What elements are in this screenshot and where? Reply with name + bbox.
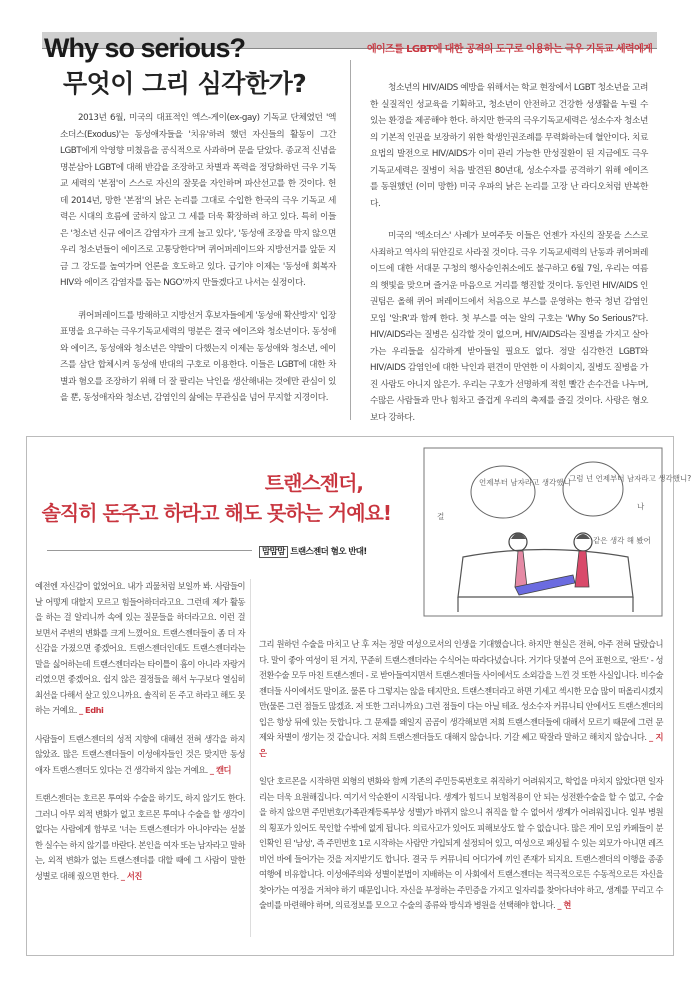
testimonial: 그리 원하던 수술을 마치고 난 후 저는 정말 여성으로서의 인생을 기대했습니다. 하지만 현실은 전혀, 아주 전혀 달랐습니다. 말이 좋아 여성이 된 거지, 꾸준히 트랜스젠더라는 수식어는 따라다녔습니다. 거기다 덧붙여 은어 표현으로, '완트' - 성전환수술 모두 마친 트랜스젠더 - 로 받아들여지면서 트랜스젠더들 사이에서도 소외감을 느낀 것 또한 사실입니다. 비수술 젠더들 사이에서도 말이죠. 물론 다 그렇지는 않을 테지만요. 트랜스젠더라고 하면 기세고 섹시한 모습 많이 떠올리시겠지만(물론 그런 점들도 많겠죠. 저 또한 그러니까요) 그런 점들이 다는 아닐 테죠. 성소수자 커뮤니티 안에서도 트랜스젠더의 입은 항상 뒤에 있는 듯합니다. 그 문제를 왜일지 곰곰이 생각해보면 저희 트랜스젠더들에 대해서 모르기 때문에 그런 문제와 차별이 생기는 것 같습니다. 저희 트랜스젠더들도 대해지 않습니다. 기갈 쎄고 딱잘라 말하고 해치지 않습니다. _ 지은: [259, 639, 663, 758]
testimonial: 트랜스젠더는 호르몬 투여와 수술을 하기도, 하지 않기도 한다. 그러니 아무 외적 변화가 없고 호르몬 투여나 수술을 할 생각이 없다는 사람에게 함부로 '너는 트랜스젠더가 아니야'라는 섣불한 실수는 하지 않기를 바란다. 본인을 여자 또는 남자라고 말하는, 외적 변화가 없는 트랜스젠더를 대할 때에 그 사람이 말한 성별로 대해 줬으면 한다. _ 서진: [35, 793, 245, 881]
article-paragraph: 퀴어퍼레이드를 방해하고 지방선거 후보자들에게 '동성애 확산방지' 입장표명을 요구하는 극우기독교세력의 명분은 결국 에이즈와 청소년이다. 동성애와 에이즈, 동성애와 청소년은 약발이 다했는지 이제는 동성애와 청소년, 에이즈를 삼단 합체시켜 동성애 반대의 구호로 이용한다. 이들은 LGBT에 대한 차별과 혐오를 조장하기 위해 더 잘 팔리는 낙인을 생산해내는 것에만 관심이 있을 뿐, 동성애자와 청소년, 감염인의 삶에는 무관심을 넘어 무지할 지경이다.: [60, 310, 336, 403]
sketch-caption: 걸: [437, 512, 445, 521]
couch-sketch: [423, 447, 692, 617]
sketch-caption: 언제부터 남자라고 생각했니: [479, 478, 571, 487]
article-paragraph: 2013년 6월, 미국의 대표적인 엑스-게이(ex-gay) 기독교 단체였던 '엑소더스(Exodus)'는 동성애자들을 '치유'하려 했던 자신들의 활동이 그간 LGBT에게 악영향 미쳤음을 공식적으로 사과하며 문을 닫았다. 종교적 신념을 명분삼아 LGBT에 대해 반감을 조장하고 차별과 폭력을 정당화하던 극우 기독교 세력의 '본점'이 스스로 자신의 잘못을 자인하며 파산선고를 한 것이다. 헌데 2014년, 망한 '본점'의 낡은 논리를 그대로 수입한 한국의 극우 기독교 세력은 시대의 흐름에 굴하지 않고 그 세를 더욱 확장하려 하고 있다. 특히 이들은 '청소년 신규 에이즈 감염자가 크게 늘고 있다', '동성애 조장을 막지 않으면 우리 청소년들이 에이즈로 고통당한다'며 퀴어퍼레이드와 지방선거를 앞둔 지금 그 강도를 높여가며 언론을 호도하고 있다. 급기야 이제는 '동성애 회복자 HIV와 에이즈 감염자를 돕는 NGO'까지 만들겠다고 나서는 실정이다.: [60, 113, 336, 288]
article-left-column: [60, 110, 336, 423]
testimonial-signature: _ 서진: [120, 870, 142, 881]
column-divider: [350, 60, 351, 420]
testimonial: 예전엔 자신감이 없었어요. 내가 괴물처럼 보일까 봐. 사람들이 날 어떻게 대할지 모르고 힘들어하더라고요. 그런데 제가 활동을 하는 걸 알리니까 속에 있는 질문들을 하더라고요. 이런 걸 보면서 주변의 변화를 크게 느꼈어요. 트랜스젠더들이 좀 더 자신감을 가졌으면 좋겠어요. 트랜스젠더인데도 트랜스젠더라는 말을 싫어하는데 트랜스젠더라는 타이틀이 흠이 아니라 자랑거리였으면 좋겠어요. 쉽지 않은 결정들을 해서 누구보다 열심히 최선을 다해서 살고 있으니까요. 솔직히 돈 주고 하라고 해도 못하는 거예요. _ Edhi: [35, 581, 245, 715]
sketch-illustration: [423, 447, 692, 617]
sketch-caption: 그럼 넌 언제부터 남자라고 생각했니?: [569, 474, 692, 483]
feature-title-line2: 솔직히 돈주고 하라고 해도 못하는 거예요!: [41, 501, 391, 525]
brand-title: Why so serious?: [44, 33, 246, 63]
testimonials-left: [35, 579, 245, 897]
feature-title-line1: 트랜스젠더,: [264, 471, 363, 495]
ribbon-rule: [47, 550, 252, 551]
testimonial: 일단 호르몬을 시작하면 외형의 변화와 함께 기존의 주민등록번호로 취직하기 어려워지고, 학업을 마치지 않았다면 일자리는 더욱 요원해집니다. 여기서 악순환이 시작됩니다. 생계가 힘드니 보험적용이 안 되는 성전환수술을 할 수 없고, 수술을 하지 않으면 주민번호(가족관계등록부상 성별)가 바뀌지 않으니 취직을 할 수 없어서 생계가 어려워집니다. 일부 병원의 횡포가 있어도 묵인할 수밖에 없게 됩니다. 의료사고가 있어도 피해보상도 할 수 없습니다. 많은 게이 모임 카페들이 분인확인 된 '남성', 즉 주민번호 1로 시작하는 사람만 가입되게 설정되어 있고, 여성으로 패싱될 수 있는 외모가 아니면 레즈비언 바에 들어가는 것을 저지받기도 합니다. 결국 두 커뮤니티 어디가에 끼인 존재가 되지요. 트랜스젠더의 이행을 종종 여행에 비유합니다. 이성애주의와 성별이분법이 지배하는 이 사회에서 트랜스젠더는 적극적으로든 수동적으로든 자신을 찾아가는 여정을 거쳐야 하기 때문입니다. 자신을 부정하는 주민증을 가지고 일자리를 찾아다녀야 하고, 생계를 꾸리고 수술비를 마련해야 하며, 의료정보를 모으고 수술의 종류와 방식과 병원을 선택해야 합니다. _ 현: [259, 776, 663, 910]
testimonial-signature: _ 캔디: [209, 764, 231, 775]
trans-feature-box: [26, 436, 692, 956]
header-subtitle: 에이즈를 LGBT에 대한 공격의 도구로 이용하는 극우 기독교 세력에게: [367, 44, 653, 55]
testimonial-signature: _ 현: [557, 900, 571, 910]
feature-ribbon: [259, 545, 367, 557]
article-paragraph: 미국의 '엑소더스' 사례가 보여주듯 이들은 언젠가 자신의 잘못을 스스로 사죄하고 역사의 뒤안길로 사라질 것이다. 극우 기독교세력의 난동과 퀴어퍼레이드에 대한 서대문 구청의 행사승인취소에도 불구하고 6월 7일, 우리는 여름의 햇빛을 맞으며 즐거운 마음으로 거리를 행진할 것이다. 동인련 HIV/AIDS 인권팀은 올해 퀴어 퍼레이드에서 처음으로 부스를 운영하는 한국 청년 감염인 모임 '알:R'과 함께 한다. 첫 부스를 여는 알의 구호는 'Why So Serious?'다. HIV/AIDS라는 질병은 심각할 것이 없으며, HIV/AIDS라는 질병을 가지고 살아가는 우리들을 심각하게 받아들일 필요도 없다. 정말 심각한건 LGBT와 HIV/AIDS 감염인에 대한 낙인과 편견이 만연한 이 사회이지, 질병도 질병을 가진 사람도 아니지 않은가. 우리는 구호가 선명하게 적힌 빨간 손수건을 나누며, 수많은 사람들과 만나 힘차고 즐겁게 우리의 축제를 즐길 것이다. 사랑은 혐오보다 강하다.: [370, 231, 648, 423]
sketch-caption: 같은 생각 해 봤어: [593, 536, 651, 545]
ribbon-text: 트랜스젠더 혐오 반대!: [287, 547, 367, 557]
sketch-caption: 나: [637, 502, 645, 511]
testimonial-signature: _ Edhi: [79, 705, 104, 715]
testimonial: 사람들이 트랜스젠더의 성적 지향에 대해선 전혀 생각을 하지 않았죠. 많은 트랜스젠더들이 이성애자들인 것은 맞지만 동성애자 트랜스젠더도 있다는 건 생각하지 않는 거예요. _ 캔디: [35, 733, 245, 775]
testimonials-right: [259, 637, 663, 927]
box-column-divider: [250, 579, 251, 937]
ribbon-badge: 맘맘맘: [259, 546, 288, 558]
article-right-column: [370, 80, 648, 442]
testimonial-signature: _ 지은: [259, 732, 663, 758]
article-paragraph: 청소년의 HIV/AIDS 예방을 위해서는 학교 현장에서 LGBT 청소년을 고려한 실질적인 성교육을 기획하고, 청소년이 안전하고 건강한 성생활을 누릴 수 있는 환경을 제공해야 한다. 하지만 한국의 극우기독교세력은 성소수자 청소년의 기본적 인권을 보장하기 위한 학생인권조례를 무력화하는데 혈안이다. 치료요법의 발전으로 HIV/AIDS가 이미 관리 가능한 만성질환이 된 지금에도 극우기독교세력은 질병이 처음 발견된 80년대, 성소수자를 공격하기 위해 에이즈를 동원했던 (이미 망한) 미국 우파의 낡은 논리를 고장 난 라디오처럼 반복한다.: [370, 83, 648, 209]
page-headline: 무엇이 그리 심각한가?: [63, 69, 307, 98]
